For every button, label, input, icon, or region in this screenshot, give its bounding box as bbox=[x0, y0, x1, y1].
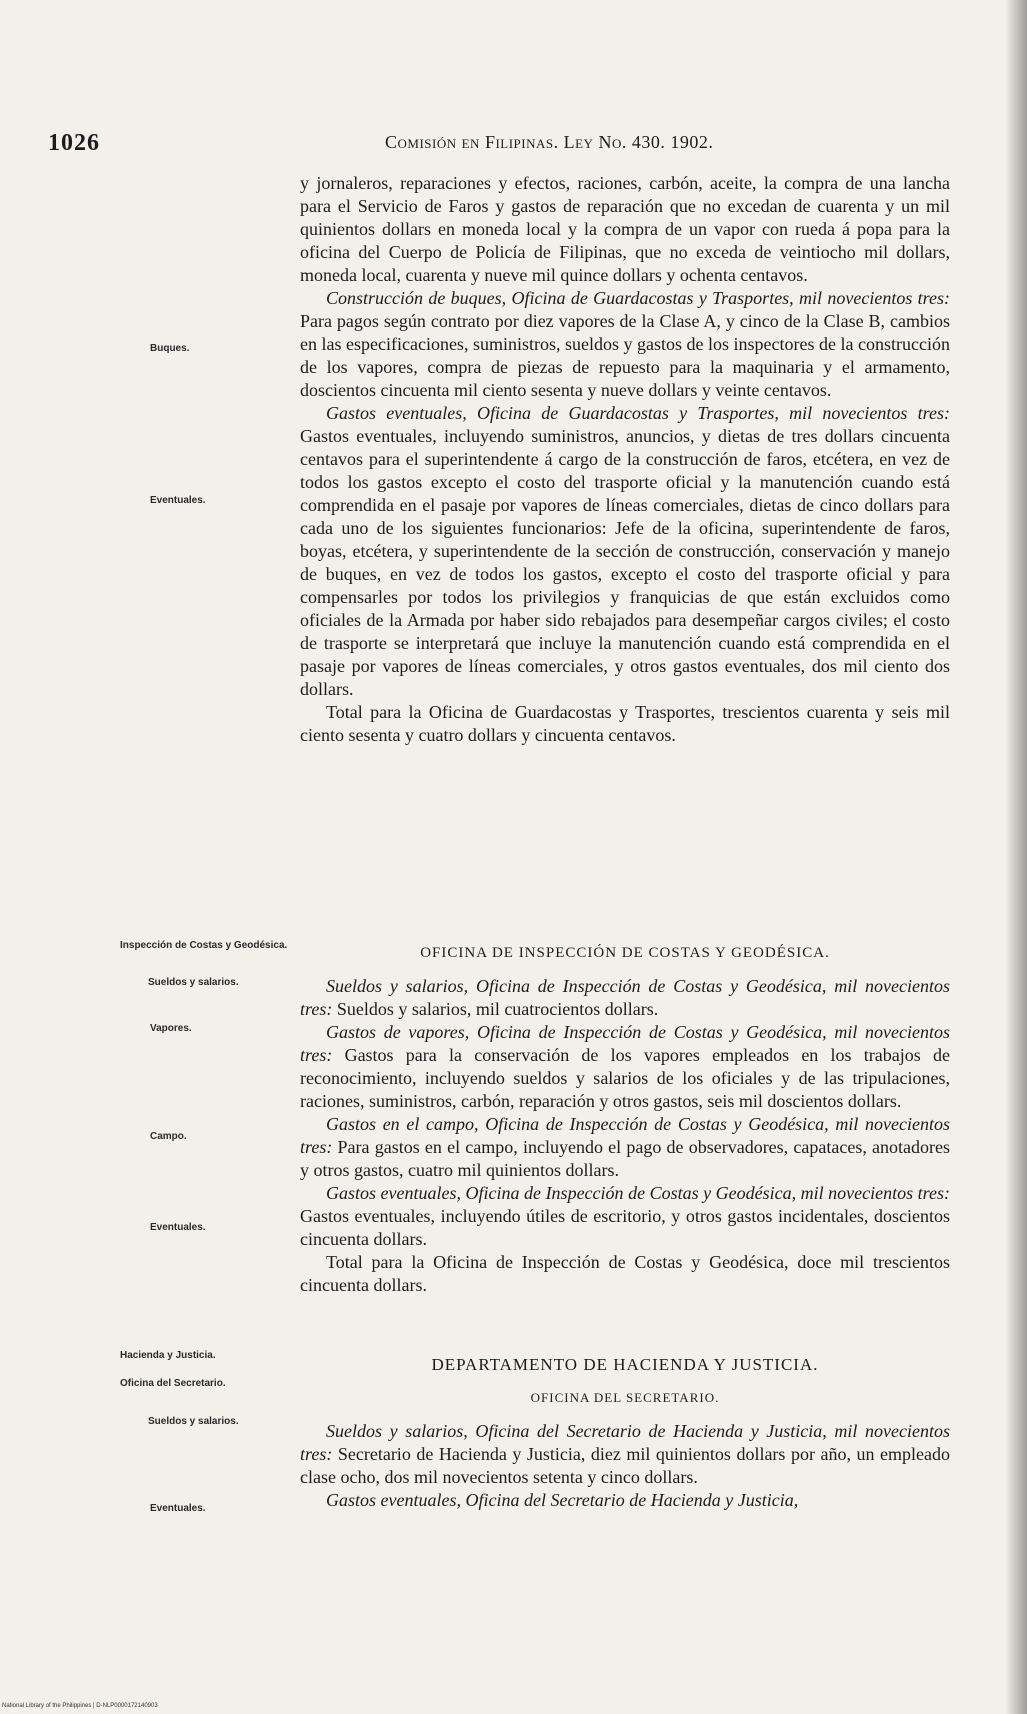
paragraph-body: Para pagos según contrato por diez vapores de la Clase A, y cinco de la Clase B, cambios en las especificaciones, suministros, sueldos y gastos de los inspectores de la construcción de los vapores, compra de piezas de repuesto para la maquinaria y el armamento, doscientos cincuenta mil ciento sesenta y nueve dollars y veinte centavos. bbox=[300, 311, 950, 400]
paragraph-sueldos bbox=[300, 1420, 950, 1489]
running-head-text: Comisión en Filipinas. Ley No. 430. 1902. bbox=[385, 132, 714, 152]
paragraph-total: Total para la Oficina de Guardacostas y Trasportes, trescientos cuarenta y seis mil ciento sesenta y cuatro dollars y cincuenta centavos. bbox=[300, 702, 950, 745]
margin-note-eventuales: Eventuales. bbox=[150, 1222, 206, 1233]
margin-note-sueldos: Sueldos y salarios. bbox=[148, 977, 239, 988]
margin-note-eventuales: Eventuales. bbox=[150, 495, 206, 506]
paragraph-lead-italic: Gastos eventuales, Oficina del Secretario de Hacienda y Justicia, bbox=[326, 1490, 799, 1510]
section-guardacostas bbox=[300, 172, 950, 747]
paragraph-buques bbox=[300, 287, 950, 402]
section-heading-costas: OFICINA DE INSPECCIÓN DE COSTAS Y GEODÉSICA. bbox=[420, 945, 830, 961]
page-edge-shadow bbox=[1005, 0, 1027, 1714]
section-heading-hacienda: DEPARTAMENTO DE HACIENDA Y JUSTICIA. bbox=[431, 1355, 819, 1374]
margin-note-inspeccion: Inspección de Costas y Geodésica. bbox=[120, 940, 288, 951]
paragraph-total: Total para la Oficina de Inspección de Costas y Geodésica, doce mil trescientos cincuenta dollars. bbox=[300, 1252, 950, 1295]
paragraph-lead-italic: Gastos en el campo, Oficina de Inspección de Costas y Geodésica, mil novecientos tres: bbox=[300, 1114, 950, 1157]
margin-note-campo: Campo. bbox=[150, 1131, 187, 1142]
paragraph-body: Gastos eventuales, incluyendo útiles de escritorio, y otros gastos incidentales, doscientos cincuenta dollars. bbox=[300, 1206, 950, 1249]
paragraph-body: Gastos para la conservación de los vapores empleados en los trabajos de reconocimiento, incluyendo sueldos y salarios de los oficiales y de las tripulaciones, raciones, suministros, carbón, reparación y otros gastos, seis mil doscientos dollars. bbox=[300, 1045, 950, 1111]
paragraph-vapores bbox=[300, 1021, 950, 1113]
paragraph-body: Secretario de Hacienda y Justicia, diez mil quinientos dollars por año, un empleado clase ocho, dos mil novecientos setenta y cinco dollars. bbox=[300, 1444, 950, 1487]
paragraph-lead-italic: Sueldos y salarios, Oficina de Inspección de Costas y Geodésica, mil novecientos tres: bbox=[300, 976, 950, 1019]
paragraph-lead-italic: Construcción de buques, Oficina de Guardacostas y Trasportes, mil novecientos tres: bbox=[326, 288, 950, 308]
paragraph-body: Para gastos en el campo, incluyendo el pago de observadores, capataces, anotadores y otros gastos, cuatro mil quinientos dollars. bbox=[300, 1137, 950, 1180]
margin-note-oficina-secretario: Oficina del Secretario. bbox=[120, 1378, 226, 1389]
paragraph-sueldos bbox=[300, 975, 950, 1021]
archive-stamp: National Library of the Philippines | D-NLP0000172140903 bbox=[2, 1703, 158, 1709]
paragraph-eventuales bbox=[300, 1182, 950, 1251]
paragraph-campo bbox=[300, 1113, 950, 1182]
running-head bbox=[385, 132, 713, 153]
paragraph-lead-italic: Sueldos y salarios, Oficina del Secretario de Hacienda y Justicia, mil novecientos tres: bbox=[300, 1421, 950, 1464]
margin-note-hacienda: Hacienda y Justicia. bbox=[120, 1350, 216, 1361]
paragraph-lead-italic: Gastos eventuales, Oficina de Inspección de Costas y Geodésica, mil novecientos tres: bbox=[326, 1183, 950, 1203]
margin-note-eventuales: Eventuales. bbox=[150, 1503, 206, 1514]
section-costas bbox=[300, 975, 950, 1297]
paragraph-lead-italic: Gastos de vapores, Oficina de Inspección de Costas y Geodésica, mil novecientos tres: bbox=[300, 1022, 950, 1065]
paragraph-continuation: y jornaleros, reparaciones y efectos, raciones, carbón, aceite, la compra de una lancha para el Servicio de Faros y gastos de reparación que no excedan de cuarenta y un mil quinientos dollars en moneda local y la compra de un vapor con rueda á popa para la oficina del Cuerpo de Policía de Filipinas, que no exceda de veintiocho mil dollars, moneda local, cuarenta y nueve mil quince dollars y ochenta centavos. bbox=[300, 173, 950, 285]
paragraph-eventuales bbox=[300, 402, 950, 701]
margin-note-buques: Buques. bbox=[150, 343, 190, 354]
page-number: 1026 bbox=[48, 130, 100, 156]
subheading-secretario: OFICINA DEL SECRETARIO. bbox=[530, 1390, 720, 1405]
margin-note-vapores: Vapores. bbox=[150, 1023, 192, 1034]
margin-note-sueldos: Sueldos y salarios. bbox=[148, 1416, 239, 1427]
paragraph-eventuales bbox=[300, 1489, 950, 1512]
paragraph-body: Sueldos y salarios, mil cuatrocientos dollars. bbox=[332, 999, 659, 1019]
paragraph-body: Gastos eventuales, incluyendo suministros, anuncios, y dietas de tres dollars cincuenta centavos para el superintendente á cargo de la construcción de faros, etcétera, en vez de todos los gastos excepto el costo del trasporte oficial y la manutención cuando está comprendida en el pasaje por vapores de líneas comerciales, dietas de cinco dollars para cada uno de los siguientes funcionarios: Jefe de la oficina, superintendente de faros, boyas, etcétera, y superintendente de la sección de construcción, conservación y manejo de buques, en vez de todos los gastos, excepto el costo del trasporte oficial y para compensarles por todos los privilegios y franquicias de que están excluidos como oficiales de la Armada por haber sido rebajados para desempeñar cargos civiles; el costo de trasporte se interpretará que incluye la manutención cuando está comprendida en el pasaje por vapores de líneas comerciales, y otros gastos eventuales, dos mil ciento dos dollars. bbox=[300, 426, 950, 699]
section-hacienda bbox=[300, 1420, 950, 1512]
paragraph-lead-italic: Gastos eventuales, Oficina de Guardacostas y Trasportes, mil novecientos tres: bbox=[326, 403, 950, 423]
